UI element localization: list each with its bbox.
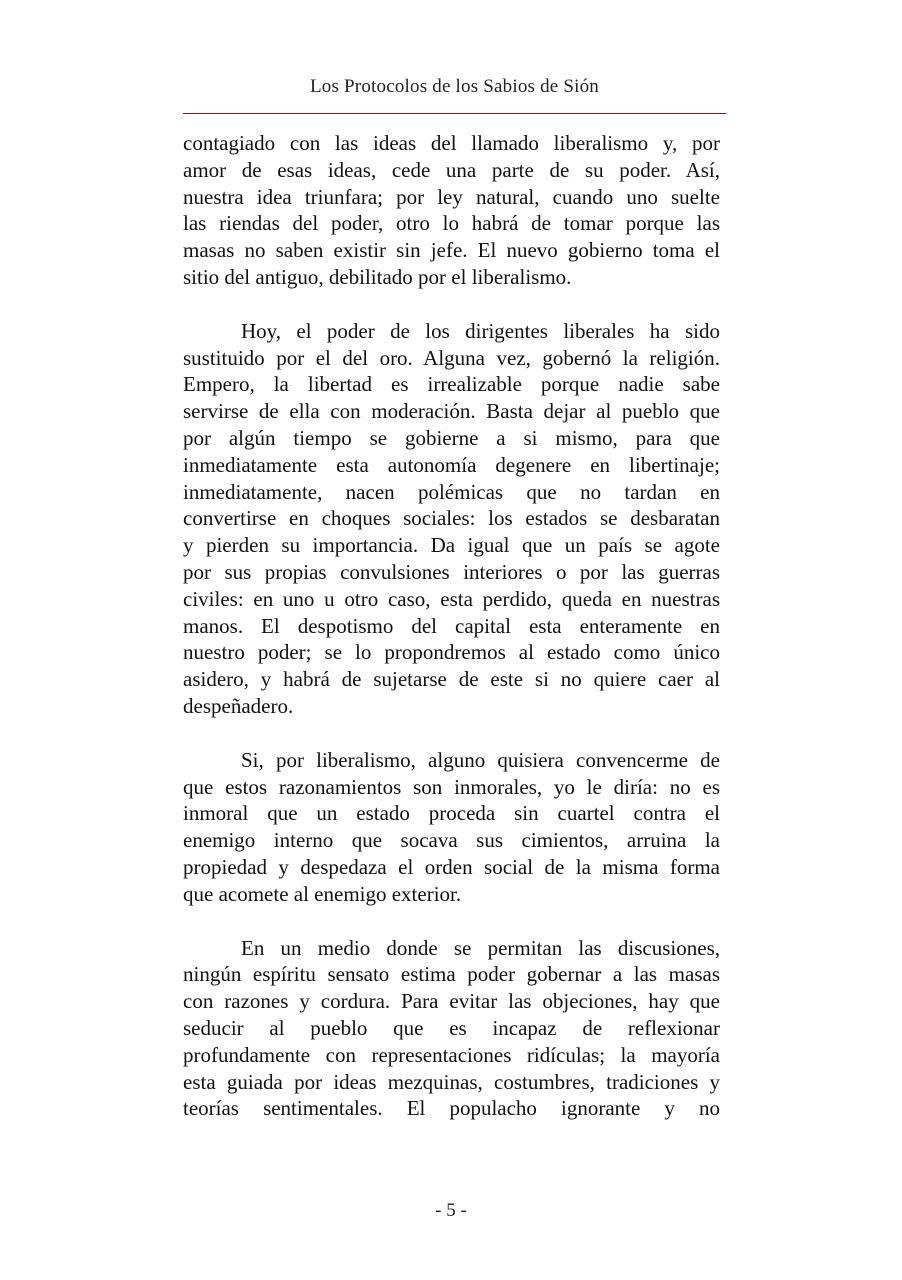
running-header: Los Protocolos de los Sabios de Sión xyxy=(309,76,600,97)
text-line: sitio del antiguo, debilitado por el liberalismo. xyxy=(183,264,572,289)
text-line: inmediatamente, nacen polémicas que no tardan en xyxy=(183,479,720,504)
paragraph-3 xyxy=(183,747,720,908)
text-line: Si, por liberalismo, alguno quisiera convencerme de xyxy=(241,747,720,772)
paragraph-4 xyxy=(183,935,720,1123)
text-line: inmediatamente esta autonomía degenere en libertinaje; xyxy=(183,452,720,477)
paragraph-1 xyxy=(183,130,720,291)
text-line: con razones y cordura. Para evitar las objeciones, hay que xyxy=(183,989,720,1014)
text-line: sustituido por el del oro. Alguna vez, gobernó la religión. xyxy=(183,345,720,370)
text-line: En un medio donde se permitan las discusiones, xyxy=(241,935,720,960)
text-line: las riendas del poder, otro lo habrá de tomar porque las xyxy=(183,211,720,236)
text-line: seducir al pueblo que es incapaz de reflexionar xyxy=(183,1015,720,1040)
paragraph-2 xyxy=(183,318,720,720)
text-line: civiles: en uno u otro caso, esta perdido, queda en nuestras xyxy=(183,586,720,611)
text-line: inmoral que un estado proceda sin cuartel contra el xyxy=(183,801,720,826)
text-line: manos. El despotismo del capital esta enteramente en xyxy=(183,613,720,638)
text-line: despeñadero. xyxy=(183,693,294,718)
text-line: propiedad y despedaza el orden social de la misma forma xyxy=(183,854,720,879)
text-line: que estos razonamientos son inmorales, yo le diría: no es xyxy=(183,774,720,799)
page-number: - 5 - xyxy=(435,1200,467,1221)
text-line: por sus propias convulsiones interiores o por las guerras xyxy=(183,559,720,584)
text-line: nuestro poder; se lo propondremos al estado como único xyxy=(183,640,720,665)
text-line: asidero, y habrá de sujetarse de este si no quiere caer al xyxy=(183,667,720,692)
body-text xyxy=(183,130,720,1149)
header-rule xyxy=(183,113,726,114)
text-line: por algún tiempo se gobierne a si mismo, para que xyxy=(183,425,720,450)
text-line: enemigo interno que socava sus cimientos, arruina la xyxy=(183,828,720,853)
text-line: ningún espíritu sensato estima poder gobernar a las masas xyxy=(183,962,720,987)
text-line: servirse de ella con moderación. Basta dejar al pueblo que xyxy=(183,399,720,424)
text-line: esta guiada por ideas mezquinas, costumbres, tradiciones y xyxy=(183,1069,720,1094)
text-line: nuestra idea triunfara; por ley natural, cuando uno suelte xyxy=(183,184,720,209)
text-line: y pierden su importancia. Da igual que un país se agote xyxy=(183,533,720,558)
text-line: Empero, la libertad es irrealizable porque nadie sabe xyxy=(183,372,720,397)
text-line: convertirse en choques sociales: los estados se desbaratan xyxy=(183,506,720,531)
text-line: contagiado con las ideas del llamado liberalismo y, por xyxy=(183,131,720,155)
text-line: masas no saben existir sin jefe. El nuevo gobierno toma el xyxy=(183,238,720,263)
text-line: Hoy, el poder de los dirigentes liberales ha sido xyxy=(241,318,720,343)
text-line: profundamente con representaciones ridículas; la mayoría xyxy=(183,1042,720,1067)
text-line: teorías sentimentales. El populacho ignorante y no xyxy=(183,1096,720,1121)
text-line: amor de esas ideas, cede una parte de su poder. Así, xyxy=(183,157,720,182)
text-line: que acomete al enemigo exterior. xyxy=(183,881,462,906)
